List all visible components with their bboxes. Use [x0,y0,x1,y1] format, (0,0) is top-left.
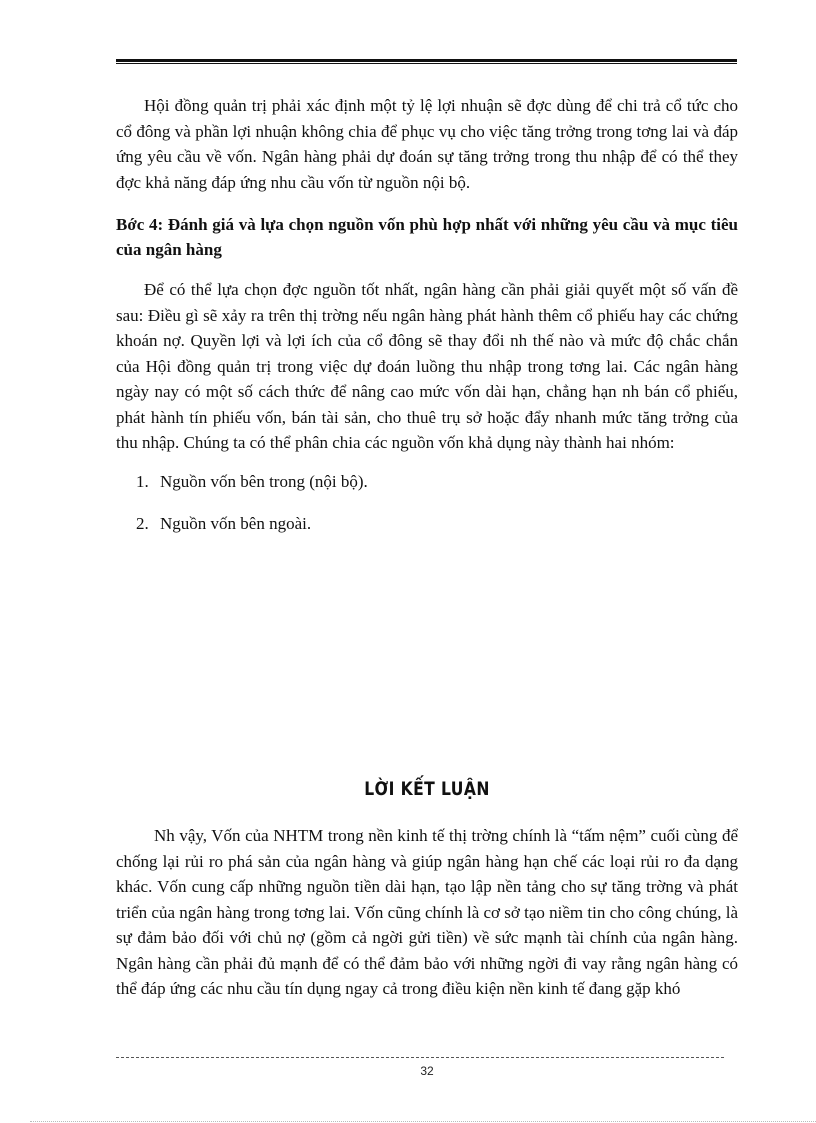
paragraph-source-selection: Để có thể lựa chọn đợc nguồn tốt nhất, ngân hàng cần phải giải quyết một số vấn đề sau: Điều gì sẽ xảy ra trên thị trờng nếu ngân hàng phát hành thêm cổ phiếu hay các chứng khoán nợ. Quyền lợi và lợi ích của cổ đông sẽ thay đổi nh thế nào và mức độ chắc chắn của Hội đồng quản trị trong việc dự đoán luồng thu nhập trong tơng lai. Các ngân hàng ngày nay có một số cách thức để nâng cao mức vốn dài hạn, chẳng hạn nh bán cổ phiếu, phát hành tín phiếu vốn, bán tài sản, cho thuê trụ sở hoặc đẩy nhanh mức tăng trởng của thu nhập. Chúng ta có thể phân chia các nguồn vốn khả dụng này thành hai nhóm: [116,280,738,452]
conclusion-paragraph: Nh vậy, Vốn của NHTM trong nền kinh tế thị trờng chính là “tấm nệm” cuối cùng để chống lại rủi ro phá sản của ngân hàng và giúp ngân hàng hạn chế các loại rủi ro đa dạng khác. Vốn cung cấp những nguồn tiền dài hạn, tạo lập nền tảng cho sự tăng trờng và phát triển của ngân hàng trong tơng lai. Vốn cũng chính là cơ sở tạo niềm tin cho công chúng, là sự đảm bảo đối với chủ nợ (gồm cả ngời gửi tiền) về sức mạnh tài chính của ngân hàng. Ngân hàng cần phải đủ mạnh để có thể đảm bảo với những ngời đi vay rằng ngân hàng có thể đáp ứng các nhu cầu tín dụng ngay cả trong điều kiện nền kinh tế đang gặp khó [116,826,738,998]
list-item-text: Nguồn vốn bên ngoài. [160,513,312,533]
conclusion-title: LỜI KẾT LUẬN [364,778,490,800]
paragraph-profit-allocation: Hội đồng quản trị phải xác định một tỷ lệ lợi nhuận sẽ đợc dùng để chi trả cổ tức cho cổ đông và phần lợi nhuận không chia để phục vụ cho việc tăng trởng trong tơng lai và đáp ứng yêu cầu về vốn. Ngân hàng phải dự đoán sự tăng trởng trong thu nhập để có thể they đợc khả năng đáp ứng nhu cầu vốn từ nguồn nội bộ. [116,96,738,192]
list-item-text: Nguồn vốn bên trong (nội bộ). [160,471,368,491]
capital-source-list [116,469,738,536]
page-number: 32 [420,1064,434,1078]
page-edge-dots [30,1121,816,1122]
footer-rule [116,1057,724,1058]
page-body [116,90,738,553]
list-item-number: 1. [136,471,149,491]
list-item [116,469,738,494]
list-item-number: 2. [136,513,149,533]
step-4-heading: Bớc 4: Đánh giá và lựa chọn nguồn vốn phù hợp nhất với những yêu cầu và mục tiêu của ngân hàng [116,215,738,259]
header-rule [116,59,737,64]
list-item [116,511,738,536]
